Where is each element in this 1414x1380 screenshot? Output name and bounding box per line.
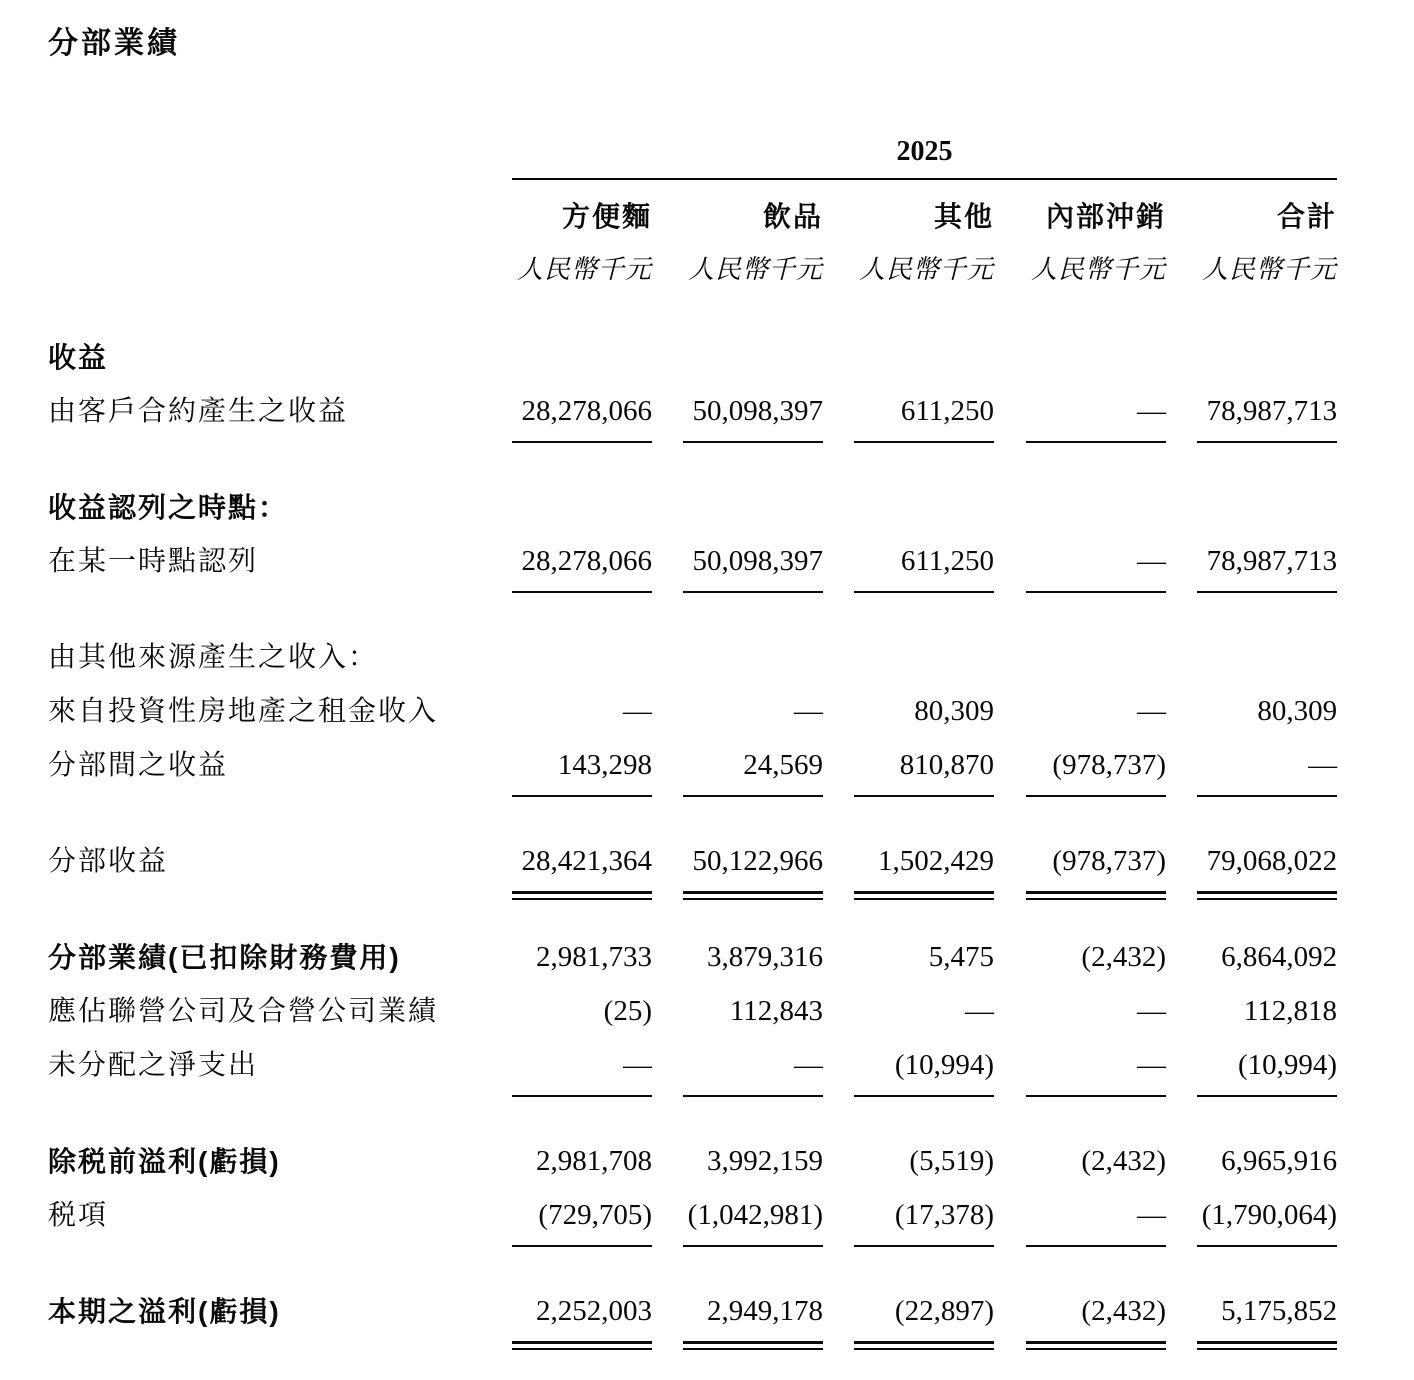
rule-cell (512, 1092, 652, 1108)
rule-cell (994, 1092, 1166, 1108)
rule-cell (994, 1242, 1166, 1258)
row-label: 分部業績(已扣除財務費用) (48, 942, 401, 973)
row-value (512, 480, 652, 534)
rule-cell (652, 588, 823, 604)
row-value: 143,298 (557, 749, 652, 781)
row-value: 80,309 (914, 695, 994, 727)
row-value: 78,987,713 (1206, 395, 1338, 427)
row-value: 112,843 (729, 995, 823, 1027)
table-body (48, 330, 1337, 1354)
rule-cell (994, 588, 1166, 604)
row-value: 28,278,066 (521, 545, 652, 577)
row-label: 税項 (48, 1200, 109, 1231)
row-value: 112,818 (1243, 995, 1338, 1027)
rule-cell (1166, 1092, 1337, 1108)
column-header-total: 合計 (1277, 201, 1338, 232)
rule-cell (512, 1338, 652, 1354)
header-spacer-cell (48, 136, 512, 179)
row-value: 2,949,178 (707, 1295, 823, 1327)
row-value: (978,737) (1052, 845, 1166, 877)
row-value (652, 630, 823, 684)
row-value: 3,879,316 (707, 941, 823, 973)
spacer-row (48, 1258, 1337, 1284)
rule-cell (823, 1242, 994, 1258)
column-header-instant-noodles: 方便麵 (561, 201, 652, 232)
row-label: 在某一時點認列 (48, 546, 259, 577)
row-value: (2,432) (1081, 1145, 1166, 1177)
spacer-row (48, 904, 1337, 930)
spacer-row (48, 1108, 1337, 1134)
row-label: 除税前溢利(虧損) (48, 1146, 281, 1177)
table-header (48, 136, 1337, 330)
row-value: (22,897) (894, 1295, 994, 1327)
row-value: 24,569 (743, 749, 823, 781)
row-value (512, 330, 652, 384)
row-value: 5,475 (928, 941, 994, 973)
rule-cell (512, 1242, 652, 1258)
row-value (994, 630, 1166, 684)
table-row (48, 384, 1337, 438)
row-value: 611,250 (900, 545, 994, 577)
row-value: — (965, 995, 994, 1027)
rule-spacer-cell (48, 1242, 512, 1258)
spacer-cell (48, 1258, 1337, 1284)
table-row (48, 1134, 1337, 1188)
row-label: 未分配之淨支出 (48, 1050, 259, 1081)
spacer-row (48, 808, 1337, 834)
rule-cell (1166, 1242, 1337, 1258)
row-value (823, 630, 994, 684)
row-label: 由其他來源產生之收入： (48, 642, 379, 673)
row-value: 80,309 (1257, 695, 1338, 727)
segment-results-table (48, 136, 1337, 1354)
row-value: (729,705) (538, 1199, 652, 1231)
row-label: 應佔聯營公司及合營公司業績 (48, 996, 439, 1027)
table-row (48, 930, 1337, 984)
row-label: 分部收益 (48, 846, 169, 877)
rule-cell (652, 888, 823, 904)
unit-label: 人民幣千元 (687, 255, 823, 284)
rule-cell (652, 792, 823, 808)
row-label: 本期之溢利(虧損) (48, 1296, 281, 1327)
row-value: — (1137, 995, 1166, 1027)
table-row (48, 1284, 1337, 1338)
rule-cell (1166, 792, 1337, 808)
rule-cell (512, 588, 652, 604)
row-value: (10,994) (1237, 1049, 1338, 1081)
row-value: 810,870 (899, 749, 994, 781)
row-value: 2,252,003 (536, 1295, 652, 1327)
table-row (48, 684, 1337, 738)
rule-spacer-cell (48, 1092, 512, 1108)
rule-row (48, 888, 1337, 904)
rule-spacer-cell (48, 888, 512, 904)
row-value: (25) (603, 995, 652, 1027)
row-value: — (1137, 1199, 1166, 1231)
row-label: 分部間之收益 (48, 750, 229, 781)
column-header-elimination: 內部沖銷 (1045, 201, 1166, 232)
table-row (48, 834, 1337, 888)
row-value (512, 630, 652, 684)
row-value: — (623, 1049, 652, 1081)
rule-cell (652, 1338, 823, 1354)
row-value: (5,519) (909, 1145, 994, 1177)
row-value: 611,250 (900, 395, 994, 427)
spacer-cell (48, 808, 1337, 834)
row-value: 28,421,364 (521, 845, 652, 877)
rule-cell (994, 888, 1166, 904)
spacer-row (48, 604, 1337, 630)
row-value: 28,278,066 (521, 395, 652, 427)
rule-cell (823, 1092, 994, 1108)
table-row (48, 738, 1337, 792)
rule-cell (512, 438, 652, 454)
row-value (1166, 330, 1337, 384)
row-value: (1,790,064) (1201, 1199, 1338, 1231)
rule-cell (512, 888, 652, 904)
rule-cell (823, 588, 994, 604)
year-header: 2025 (512, 136, 1337, 179)
table-row (48, 480, 1337, 534)
rule-spacer-cell (48, 588, 512, 604)
unit-row (48, 234, 1337, 330)
row-value: 2,981,708 (536, 1145, 652, 1177)
rule-row (48, 1092, 1337, 1108)
rule-cell (823, 888, 994, 904)
row-value: 1,502,429 (878, 845, 994, 877)
row-value: — (1308, 749, 1338, 781)
row-value: 50,122,966 (692, 845, 823, 877)
table-row (48, 1038, 1337, 1092)
row-label: 收益認列之時點： (48, 492, 289, 523)
row-value (823, 330, 994, 384)
rule-cell (823, 792, 994, 808)
row-value: (2,432) (1081, 1295, 1166, 1327)
row-value: — (794, 1049, 823, 1081)
rule-row (48, 438, 1337, 454)
header-spacer-cell (48, 234, 512, 330)
row-value: — (1137, 1049, 1166, 1081)
rule-cell (994, 1338, 1166, 1354)
row-value: — (794, 695, 823, 727)
row-value (652, 330, 823, 384)
unit-label: 人民幣千元 (858, 255, 994, 284)
column-header-beverages: 飲品 (762, 201, 823, 232)
row-value: 50,098,397 (692, 545, 823, 577)
header-spacer-cell (48, 179, 512, 234)
rule-cell (1166, 1338, 1337, 1354)
unit-label: 人民幣千元 (516, 255, 652, 284)
row-label: 由客戶合約產生之收益 (48, 396, 349, 427)
rule-cell (652, 438, 823, 454)
unit-label: 人民幣千元 (1202, 255, 1338, 284)
rule-cell (823, 438, 994, 454)
column-name-row (48, 179, 1337, 234)
spacer-cell (48, 904, 1337, 930)
table-row (48, 630, 1337, 684)
rule-spacer-cell (48, 1338, 512, 1354)
row-value: — (1137, 545, 1166, 577)
row-value: (978,737) (1052, 749, 1166, 781)
table-row (48, 534, 1337, 588)
rule-spacer-cell (48, 438, 512, 454)
page-title: 分部業績 (48, 27, 180, 60)
spacer-cell (48, 1108, 1337, 1134)
row-value (823, 480, 994, 534)
spacer-cell (48, 454, 1337, 480)
row-value: (17,378) (894, 1199, 994, 1231)
row-value: 3,992,159 (707, 1145, 823, 1177)
table-row (48, 330, 1337, 384)
row-value: — (623, 695, 652, 727)
row-value (994, 480, 1166, 534)
row-value: (2,432) (1081, 941, 1166, 973)
spacer-cell (48, 604, 1337, 630)
rule-cell (652, 1242, 823, 1258)
rule-cell (823, 1338, 994, 1354)
column-header-others: 其他 (933, 201, 994, 232)
unit-label: 人民幣千元 (1030, 255, 1166, 284)
table-row (48, 984, 1337, 1038)
rule-row (48, 1338, 1337, 1354)
row-value: — (1137, 695, 1166, 727)
rule-cell (512, 792, 652, 808)
row-value: 50,098,397 (692, 395, 823, 427)
rule-row (48, 588, 1337, 604)
rule-row (48, 792, 1337, 808)
row-value (994, 330, 1166, 384)
row-value: 6,965,916 (1221, 1145, 1338, 1177)
row-value: 79,068,022 (1206, 845, 1338, 877)
row-value (1166, 480, 1337, 534)
row-value: — (1137, 395, 1166, 427)
year-row (48, 136, 1337, 179)
rule-cell (1166, 438, 1337, 454)
row-label: 收益 (48, 342, 109, 373)
spacer-row (48, 454, 1337, 480)
row-value: 78,987,713 (1206, 545, 1338, 577)
row-value (652, 480, 823, 534)
table-row (48, 1188, 1337, 1242)
rule-cell (1166, 888, 1337, 904)
rule-spacer-cell (48, 792, 512, 808)
rule-row (48, 1242, 1337, 1258)
row-value: (1,042,981) (687, 1199, 823, 1231)
row-value (1166, 630, 1337, 684)
row-value: 2,981,733 (536, 941, 652, 973)
rule-cell (652, 1092, 823, 1108)
row-value: 5,175,852 (1221, 1295, 1338, 1327)
rule-cell (994, 792, 1166, 808)
rule-cell (1166, 588, 1337, 604)
row-label: 來自投資性房地產之租金收入 (48, 696, 439, 727)
row-value: 6,864,092 (1221, 941, 1338, 973)
rule-cell (994, 438, 1166, 454)
row-value: (10,994) (894, 1049, 994, 1081)
